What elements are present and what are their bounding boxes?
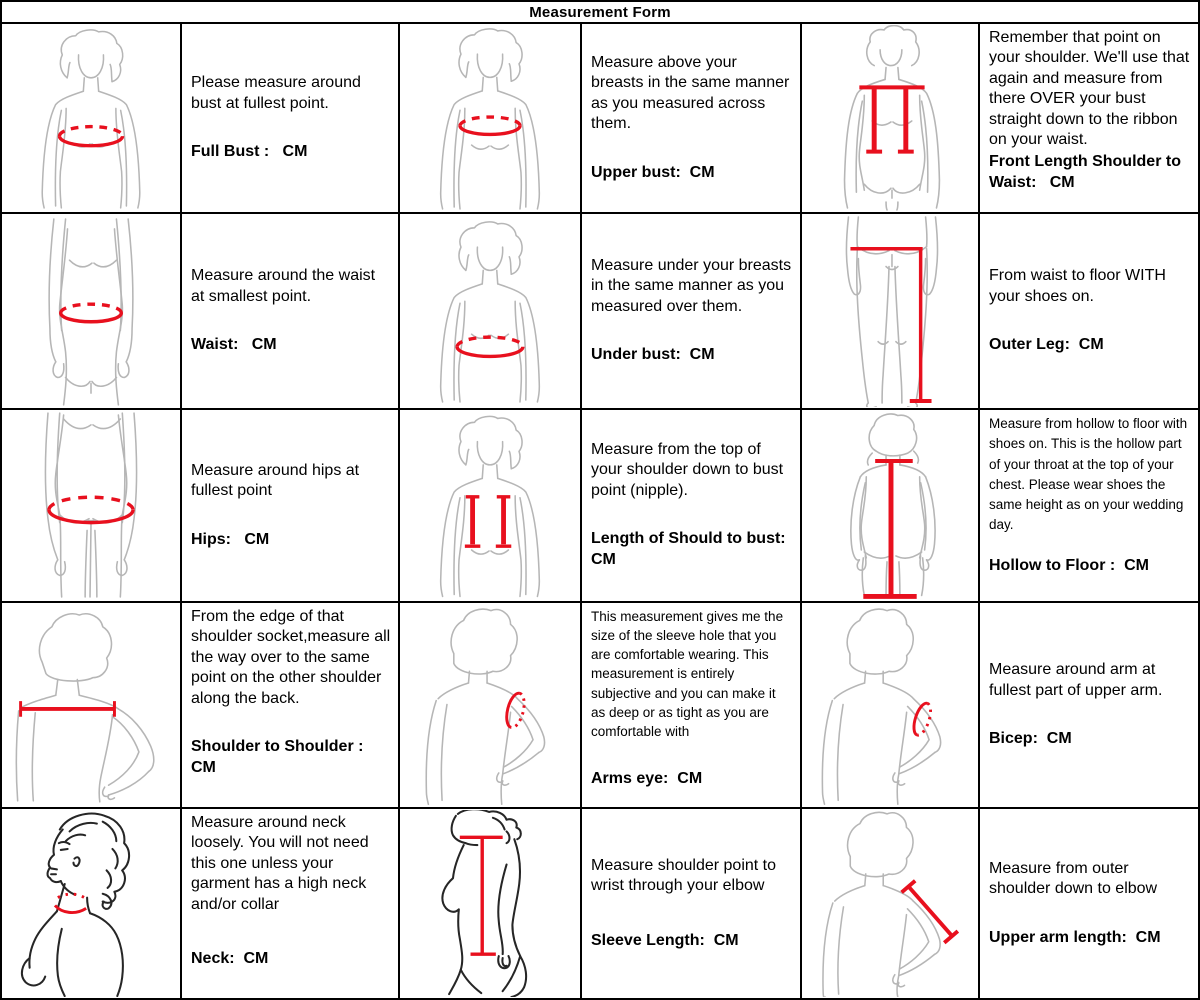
upper-bust-label: Upper bust: CM [591, 163, 715, 181]
cell-waist [180, 214, 398, 408]
table-row [2, 601, 1198, 807]
figure-hips-icon [2, 410, 180, 601]
bicep-label: Bicep: CM [989, 730, 1072, 748]
figure-waist-icon [2, 214, 180, 408]
waist-label: Waist: CM [191, 336, 277, 354]
hollow-to-floor-label: Hollow to Floor : CM [989, 556, 1149, 574]
outer-leg-description: From waist to floor WITH your shoes on. [989, 267, 1171, 305]
full-bust-label: Full Bust : CM [191, 143, 308, 161]
table-row [2, 212, 1198, 408]
hips-description: Measure around hips at fullest point [191, 461, 364, 500]
cell-full-bust [180, 24, 398, 212]
hollow-to-floor-description: Measure from hollow to floor with shoes on. This is the hollow part of your throat at the top of your chest. Please wear shoes the same height as on your wedding day. [989, 416, 1191, 533]
sleeve-length-description: Measure shoulder point to wrist through your elbow [591, 856, 781, 895]
table-row [2, 807, 1198, 998]
cell-sleeve-length [580, 809, 800, 998]
figure-hollow-to-floor-icon [800, 410, 978, 601]
figure-arms-eye-icon [398, 603, 580, 807]
cell-front-length [978, 24, 1198, 212]
cell-hollow-to-floor [978, 410, 1198, 601]
figure-under-bust-icon [398, 214, 580, 408]
table-row [2, 24, 1198, 212]
hips-label: Hips: CM [191, 530, 270, 548]
figure-front-length-icon [800, 24, 978, 212]
arms-eye-label: Arms eye: CM [591, 770, 703, 788]
cell-hips [180, 410, 398, 601]
neck-description: Measure around neck loosely. You will not need this one unless your garment has a high neck and/or collar [191, 814, 374, 913]
shoulder-to-shoulder-description: From the edge of that shoulder socket,measure all the way over to the same point on the other shoulder along the back. [191, 608, 395, 707]
arms-eye-description: This measurement gives me the size of the sleeve hole that you are comfortable wearing. This measurement is entirely subjective and you can make it as deep or as tight as you are comfortable with [591, 609, 787, 739]
upper-arm-length-label: Upper arm length: CM [989, 928, 1161, 946]
under-bust-label: Under bust: CM [591, 346, 715, 364]
front-length-label: Front Length Shoulder to Waist: CM [989, 152, 1186, 191]
figure-outer-leg-icon [800, 214, 978, 408]
bicep-description: Measure around arm at fullest part of upper arm. [989, 661, 1163, 699]
upper-arm-length-description: Measure from outer shoulder down to elbow [989, 859, 1158, 898]
figure-neck-icon [2, 809, 180, 998]
upper-bust-description: Measure above your breasts in the same manner as you measured across them. [591, 53, 794, 133]
cell-outer-leg [978, 214, 1198, 408]
cell-upper-arm-length [978, 809, 1198, 998]
figure-upper-arm-length-icon [800, 809, 978, 998]
cell-arms-eye [580, 603, 800, 807]
outer-leg-label: Outer Leg: CM [989, 336, 1104, 354]
waist-description: Measure around the waist at smallest point. [191, 267, 380, 305]
cell-neck [180, 809, 398, 998]
front-length-description: Remember that point on your shoulder. We'll use that again and measure from there OVER your bust straight down to the ribbon on your waist. [989, 29, 1194, 149]
cell-shoulder-to-shoulder [180, 603, 398, 807]
shoulder-to-bust-label: Length of Should to bust: CM [591, 530, 795, 569]
figure-shoulder-to-shoulder-icon [2, 603, 180, 807]
figure-upper-bust-icon [398, 24, 580, 212]
page-title: Measurement Form [2, 2, 1198, 24]
cell-upper-bust [580, 24, 800, 212]
sleeve-length-label: Sleeve Length: CM [591, 931, 739, 949]
cell-bicep [978, 603, 1198, 807]
figure-shoulder-to-bust-icon [398, 410, 580, 601]
cell-under-bust [580, 214, 800, 408]
under-bust-description: Measure under your breasts in the same manner as you measured over them. [591, 256, 796, 315]
shoulder-to-shoulder-label: Shoulder to Shoulder : CM [191, 738, 368, 777]
neck-label: Neck: CM [191, 950, 269, 968]
figure-sleeve-length-icon [398, 809, 580, 998]
figure-bicep-icon [800, 603, 978, 807]
shoulder-to-bust-description: Measure from the top of your shoulder down to bust point (nipple). [591, 441, 788, 499]
table-row [2, 408, 1198, 601]
full-bust-description: Please measure around bust at fullest point. [191, 74, 366, 112]
figure-full-bust-icon [2, 24, 180, 212]
cell-shoulder-to-bust [580, 410, 800, 601]
